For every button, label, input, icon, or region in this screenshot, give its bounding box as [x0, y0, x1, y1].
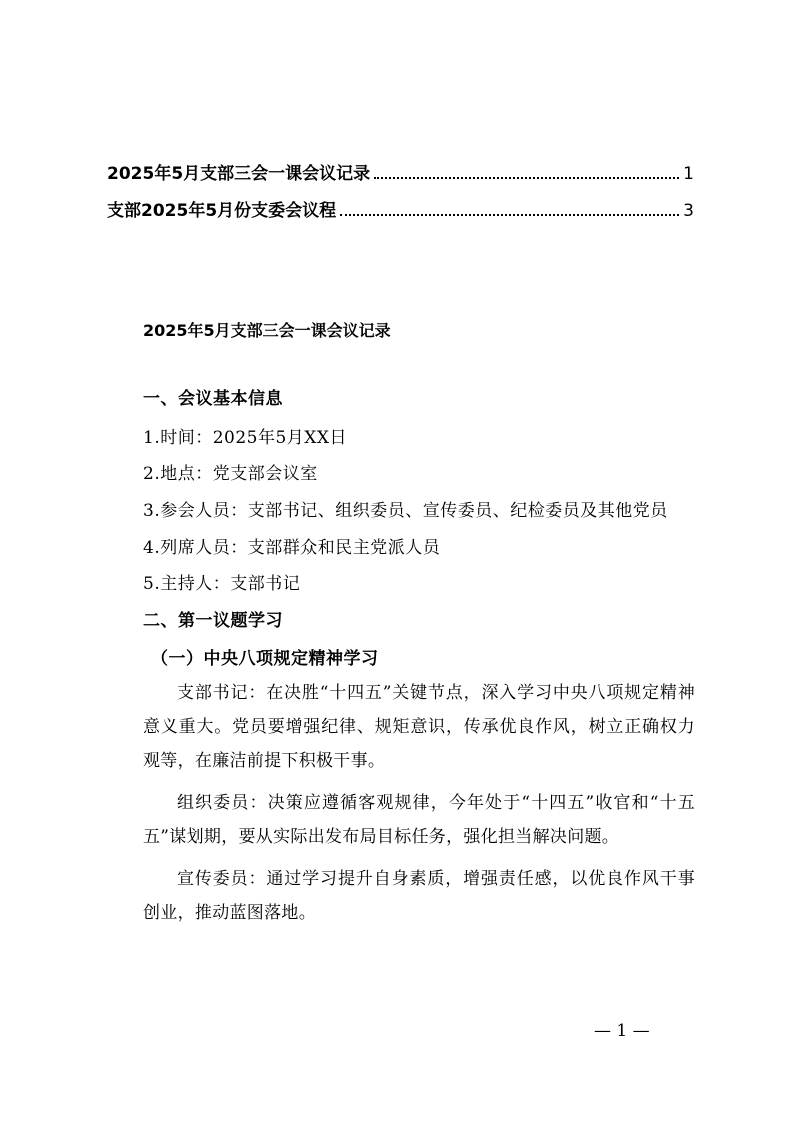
- toc-entry[interactable]: [107, 197, 694, 221]
- toc-leader-dots: [340, 214, 679, 216]
- info-item: 2.地点：党支部会议室: [143, 464, 318, 484]
- toc-entry-page: 3: [683, 201, 694, 221]
- toc-leader-dots: [374, 177, 679, 179]
- document-title: 2025年5月支部三会一课会议记录: [143, 321, 391, 340]
- body-paragraph: 宣传委员：通过学习提升自身素质，增强责任感，以优良作风干事创业，推动蓝图落地。: [143, 869, 695, 923]
- body-paragraph: 组织委员：决策应遵循客观规律，今年处于“十四五”收官和“十五五”谋划期，要从实际出发布局目标任务，强化担当解决问题。: [143, 793, 695, 847]
- section-heading: 二、第一议题学习: [143, 611, 283, 631]
- toc-entry-title: 支部2025年5月份支委会议程: [107, 201, 337, 221]
- info-item: 4.列席人员：支部群众和民主党派人员: [143, 538, 441, 558]
- toc-entry-title: 2025年5月支部三会一课会议记录: [107, 164, 371, 184]
- info-item: 5.主持人：支部书记: [143, 574, 301, 594]
- info-item: 3.参会人员：支部书记、组织委员、宣传委员、纪检委员及其他党员: [143, 501, 668, 521]
- body-paragraph: 支部书记：在决胜“十四五”关键节点，深入学习中央八项规定精神意义重大。党员要增强纪律、规矩意识，传承优良作风，树立正确权力观等，在廉洁前提下积极干事。: [143, 683, 695, 771]
- toc-entry[interactable]: [107, 160, 694, 184]
- subsection-heading: （一）中央八项规定精神学习: [151, 649, 379, 669]
- toc-entry-page: 1: [683, 164, 694, 184]
- section-heading: 一、会议基本信息: [143, 389, 283, 409]
- info-item: 1.时间：2025年5月XX日: [143, 428, 348, 448]
- page-number: — 1 —: [594, 1021, 650, 1041]
